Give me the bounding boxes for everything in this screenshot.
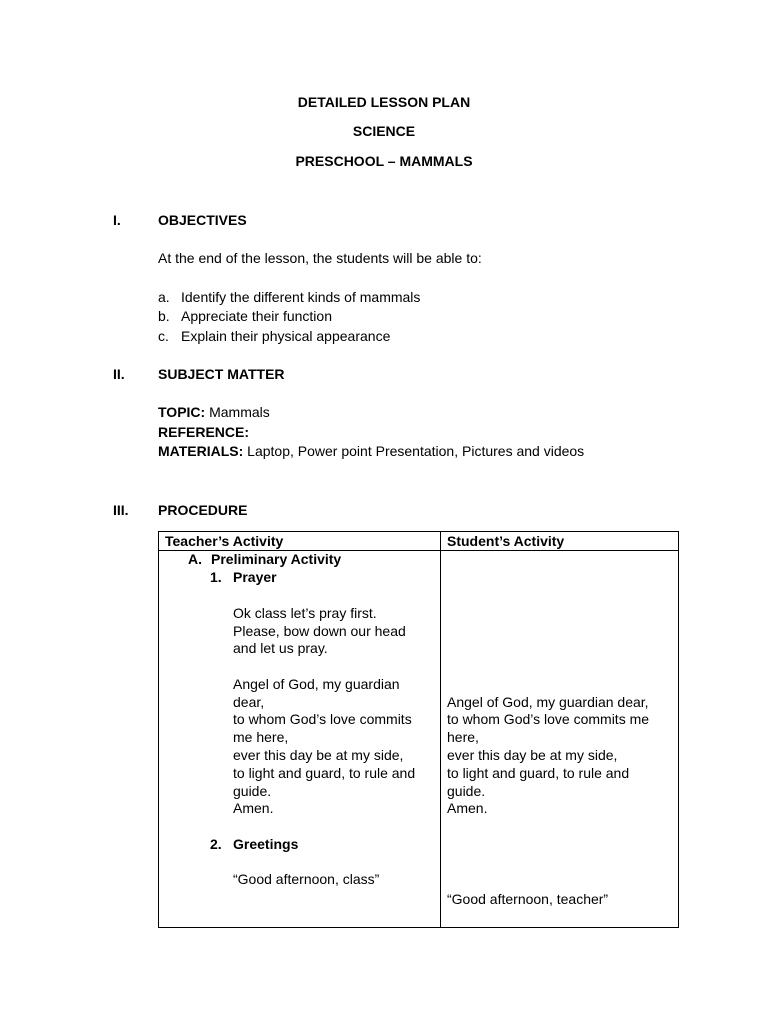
greetings-title: Greetings — [233, 836, 299, 852]
student-activity-header: Student’s Activity — [441, 532, 679, 551]
teacher-prayer-line: Amen. — [233, 800, 274, 816]
student-prayer-line: ever this day be at my side, — [447, 747, 618, 763]
procedure-heading: PROCEDURE — [158, 502, 248, 518]
student-greeting: “Good afternoon, teacher” — [447, 891, 609, 907]
student-prayer-line: to whom God’s love commits me — [447, 711, 650, 727]
prayer-marker: 1. — [210, 569, 222, 585]
materials-line — [158, 442, 584, 460]
prayer-intro-line: Ok class let’s pray first. — [233, 605, 377, 621]
materials-value: Laptop, Power point Presentation, Pictures and videos — [243, 443, 585, 459]
prayer-title: Prayer — [233, 569, 277, 585]
teacher-prayer-line: dear, — [233, 694, 265, 710]
teacher-prayer-line: ever this day be at my side, — [233, 747, 404, 763]
teacher-activity-cell — [159, 551, 441, 928]
section-title: Preliminary Activity — [211, 551, 342, 567]
reference-label: REFERENCE: — [158, 424, 250, 440]
document-subject: SCIENCE — [352, 123, 416, 139]
topic-line — [158, 403, 270, 421]
student-prayer-line: here, — [447, 729, 479, 745]
topic-label: TOPIC: — [158, 404, 206, 420]
document-title: DETAILED LESSON PLAN — [297, 94, 471, 110]
topic-value: Mammals — [205, 404, 270, 420]
objective-marker: c. — [158, 328, 169, 344]
prayer-intro-line: Please, bow down our head — [233, 623, 406, 639]
teacher-prayer-line: to whom God’s love commits — [233, 711, 412, 727]
materials-label: MATERIALS: — [158, 443, 244, 459]
procedure-table — [158, 531, 679, 928]
objectives-numeral: I. — [113, 212, 121, 228]
teacher-prayer-line: Angel of God, my guardian — [233, 676, 400, 692]
subject-matter-numeral: II. — [113, 366, 125, 382]
student-prayer-line: Angel of God, my guardian dear, — [447, 694, 649, 710]
teacher-greeting: “Good afternoon, class” — [233, 871, 380, 887]
procedure-numeral: III. — [113, 502, 129, 518]
subject-matter-heading: SUBJECT MATTER — [158, 366, 285, 382]
teacher-prayer-line: guide. — [233, 783, 272, 799]
objective-item: Identify the different kinds of mammals — [181, 289, 421, 305]
student-prayer-line: to light and guard, to rule and — [447, 765, 630, 781]
teacher-prayer-line: to light and guard, to rule and — [233, 765, 416, 781]
objectives-heading: OBJECTIVES — [158, 212, 247, 228]
student-activity-cell — [441, 551, 679, 928]
prayer-intro-line: and let us pray. — [233, 640, 328, 656]
student-prayer-line: guide. — [447, 783, 486, 799]
document-level-topic: PRESCHOOL – MAMMALS — [295, 153, 473, 169]
greetings-marker: 2. — [210, 836, 222, 852]
student-prayer-line: Amen. — [447, 800, 488, 816]
teacher-activity-header: Teacher’s Activity — [159, 532, 441, 551]
objective-item: Explain their physical appearance — [181, 328, 391, 344]
objective-item: Appreciate their function — [181, 308, 332, 324]
objective-marker: a. — [158, 289, 170, 305]
section-marker: A. — [188, 551, 202, 567]
teacher-prayer-line: me here, — [233, 729, 289, 745]
objectives-intro: At the end of the lesson, the students will be able to: — [158, 250, 482, 266]
objective-marker: b. — [158, 308, 170, 324]
